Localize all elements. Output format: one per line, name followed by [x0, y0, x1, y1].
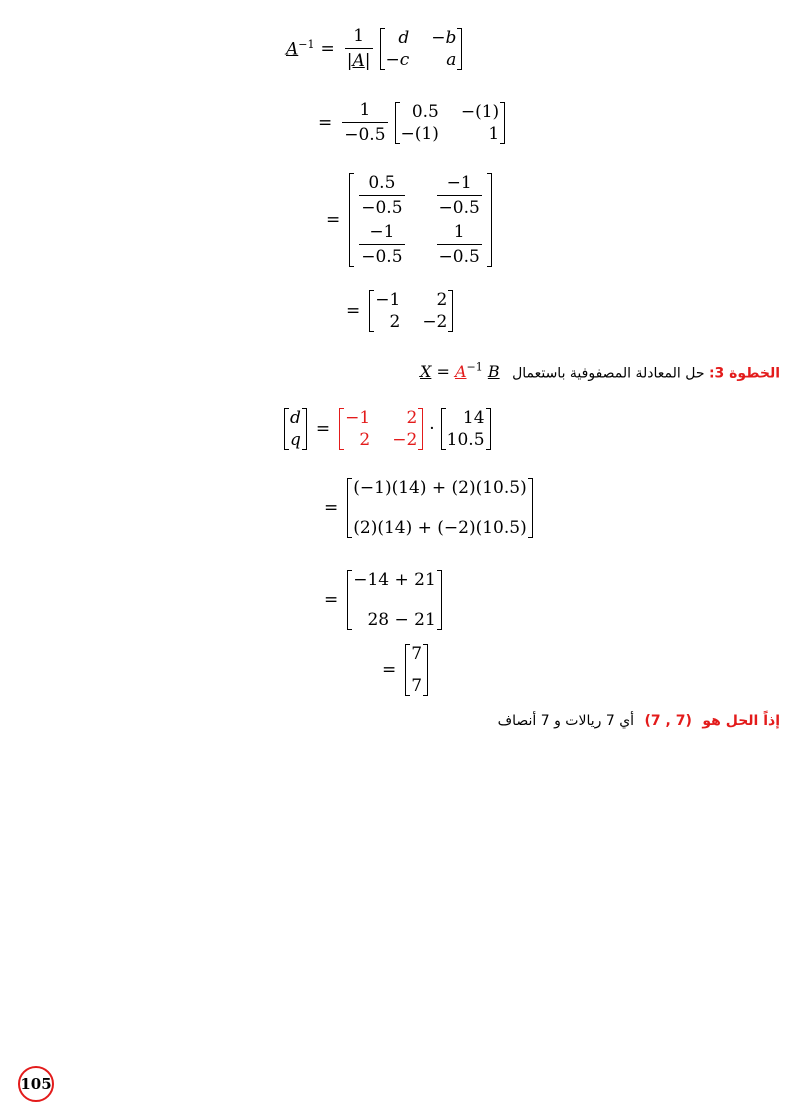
- matrix: 14 10.5: [441, 408, 491, 450]
- inverse-result: = −1 2 2 −2: [340, 290, 456, 332]
- matrix: −1 2 2 −2: [369, 290, 453, 332]
- equation-step-6: = (−1)(14) + (2)(10.5) (2)(14) + (−2)(10.5): [318, 478, 536, 538]
- inverse-matrix: −1 2 2 −2: [339, 408, 423, 450]
- solution-matrix: = 7 7: [376, 644, 431, 696]
- matrix-equation: $X = A^{-1}$ B: [419, 361, 500, 382]
- page-number: 105: [18, 1066, 54, 1102]
- conclusion: إذاً الحل هو (7 , 7) أي 7 ريالات و 7 أنصاف: [497, 713, 780, 729]
- matrix: $\frac{0.5}{-0.5}$ $\frac{-1}{-0.5}$ $\frac{-1}{-0.5}$ $\frac{1}{-0.5}$: [349, 173, 492, 267]
- matrix-a: A: [286, 39, 299, 60]
- matrix: 7 7: [405, 644, 428, 696]
- equation-step-5: d q = −1 2 2 −2 · 14 10.5: [281, 408, 494, 450]
- inverse-formula: $A^{-1}$ = $\frac{1}{|A|}$ d −b −c a: [286, 26, 465, 71]
- matrix: −14 + 21 28 − 21: [347, 570, 442, 630]
- fraction: $\frac{1}{|A|}$: [346, 26, 371, 71]
- matrix: (−1)(14) + (2)(10.5) (2)(14) + (−2)(10.5): [347, 478, 532, 538]
- equation-step-7: = −14 + 21 28 − 21: [318, 570, 445, 630]
- matrix: d −b −c a: [380, 28, 463, 70]
- exponent: −1: [298, 37, 315, 51]
- matrix: d q: [284, 408, 307, 450]
- fraction: $\frac{1}{-0.5}$: [344, 100, 386, 145]
- matrix: 0.5 −(1) −(1) 1: [395, 102, 506, 144]
- step-3-heading: الخطوة 3: حل المعادلة المصفوفية باستعمال $X = A^{-1}$ B: [419, 361, 780, 382]
- equation-step-2: = $\frac{1}{-0.5}$ 0.5 −(1) −(1) 1: [312, 100, 508, 145]
- equation-step-3: = $\frac{0.5}{-0.5}$ $\frac{-1}{-0.5}$ $\frac{-1}{-0.5}$ $\frac{1}{-0.5}$: [320, 173, 495, 267]
